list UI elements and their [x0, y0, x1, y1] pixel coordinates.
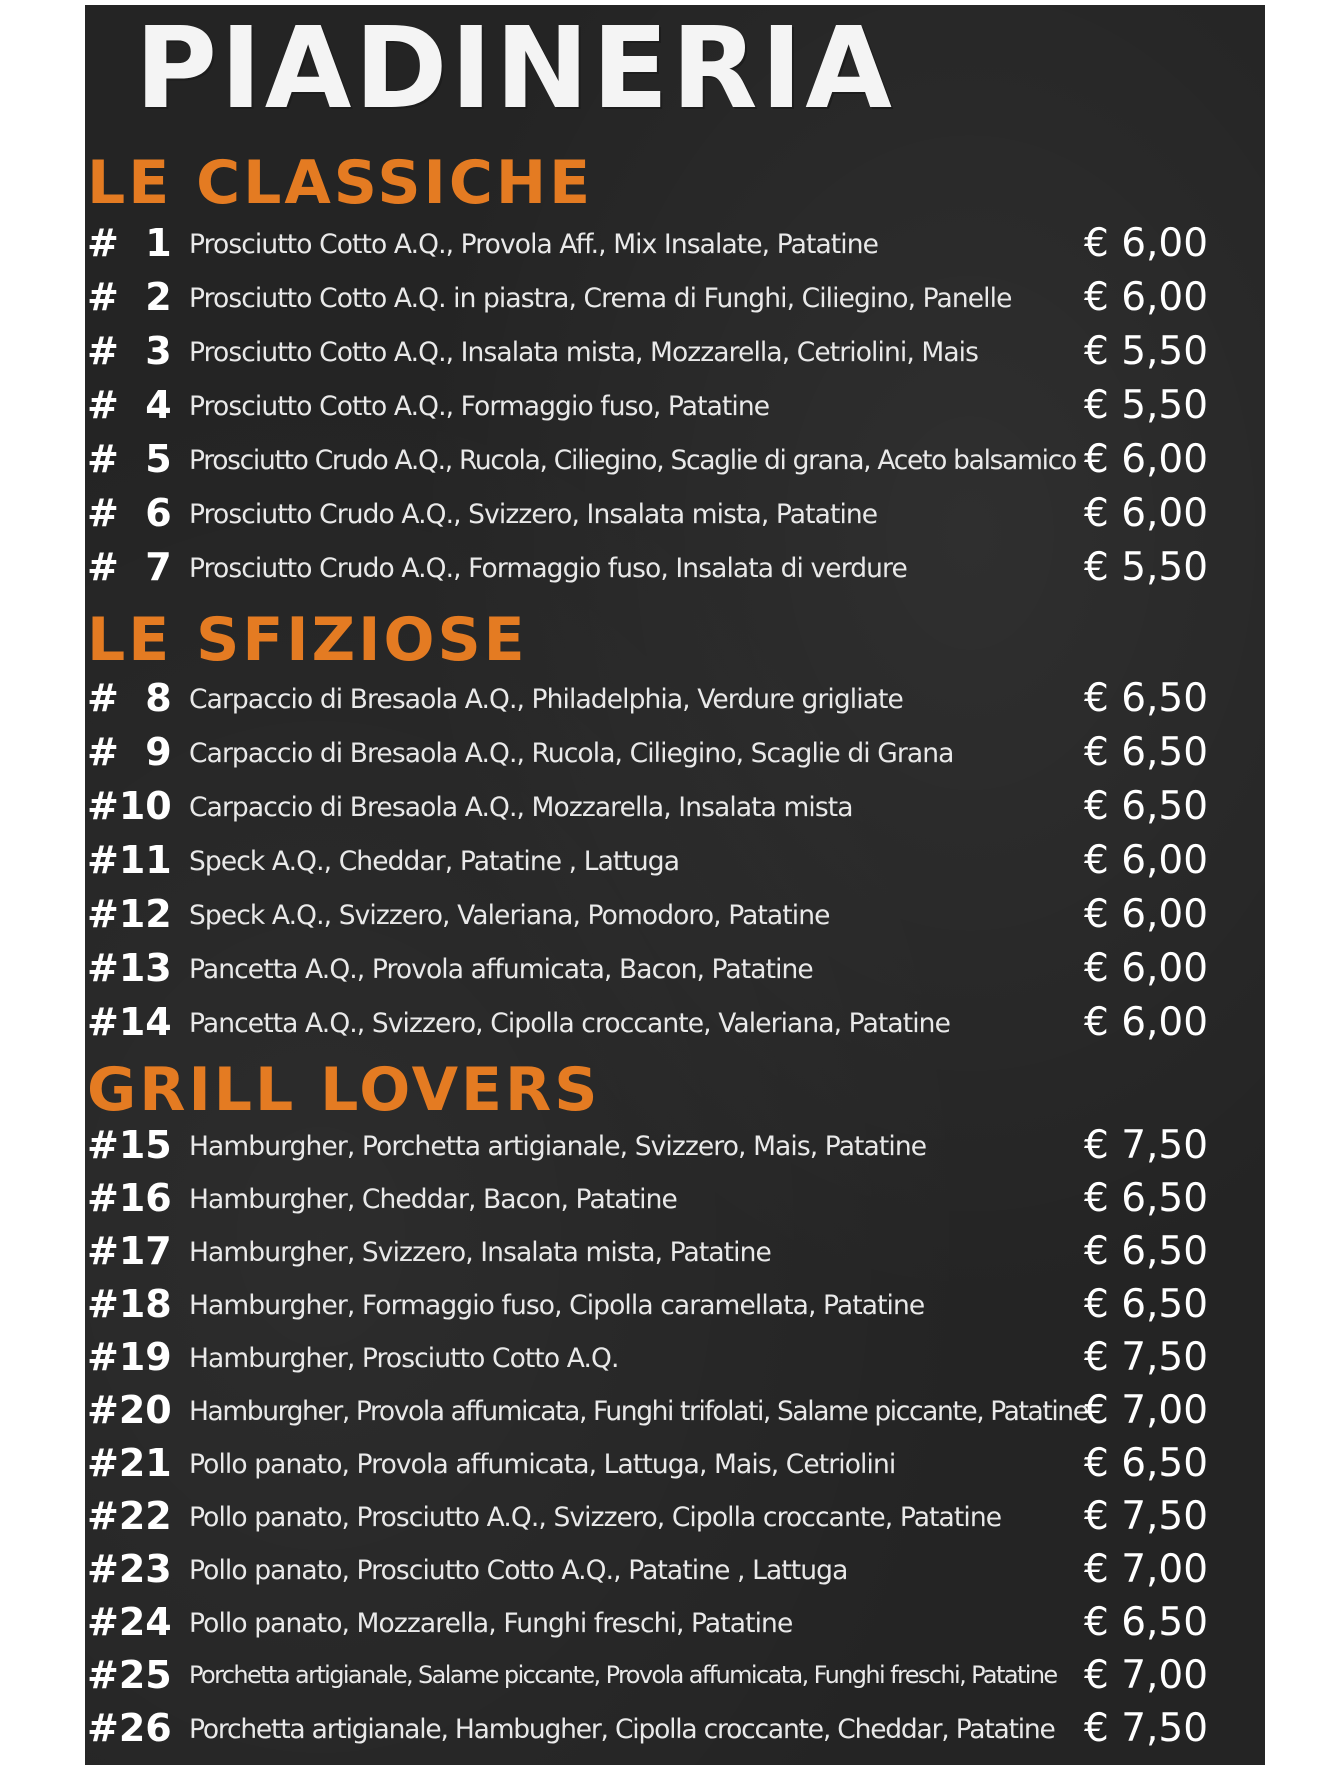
- item-description: Prosciutto Crudo A.Q., Svizzero, Insalata mista, Patatine: [189, 499, 878, 530]
- item-price: € 6,50: [1084, 1176, 1209, 1221]
- item-price: € 7,00: [1084, 1653, 1209, 1698]
- item-description: Prosciutto Crudo A.Q., Formaggio fuso, Insalata di verdure: [189, 553, 907, 584]
- menu-item: [85, 273, 1265, 327]
- item-description: Hamburgher, Porchetta artigianale, Svizzero, Mais, Patatine: [189, 1131, 927, 1162]
- menu-item: [85, 674, 1265, 728]
- item-number: # 4: [87, 383, 172, 427]
- item-number: #11: [87, 838, 172, 882]
- menu-item: [85, 1386, 1265, 1440]
- item-description: Speck A.Q., Svizzero, Valeriana, Pomodoro, Patatine: [189, 900, 830, 931]
- item-description: Prosciutto Cotto A.Q., Insalata mista, Mozzarella, Cetriolini, Mais: [189, 337, 979, 368]
- item-price: € 6,50: [1084, 1282, 1209, 1327]
- item-description: Pollo panato, Prosciutto Cotto A.Q., Patatine , Lattuga: [189, 1555, 848, 1586]
- item-price: € 6,50: [1084, 784, 1209, 829]
- item-description: Hamburgher, Prosciutto Cotto A.Q.: [189, 1343, 619, 1374]
- item-number: #23: [87, 1547, 172, 1591]
- menu-title: PIADINERIA: [135, 5, 895, 134]
- item-price: € 7,00: [1084, 1547, 1209, 1592]
- item-price: € 6,50: [1084, 730, 1209, 775]
- item-price: € 6,50: [1084, 1229, 1209, 1274]
- item-price: € 6,50: [1084, 1441, 1209, 1486]
- menu-item: [85, 782, 1265, 836]
- item-price: € 6,00: [1084, 491, 1209, 536]
- item-number: #26: [87, 1706, 172, 1750]
- item-number: #19: [87, 1335, 172, 1379]
- menu-item: [85, 890, 1265, 944]
- menu-item: [85, 1651, 1265, 1705]
- item-price: € 6,00: [1084, 892, 1209, 937]
- item-price: € 5,50: [1084, 329, 1209, 374]
- item-description: Pollo panato, Mozzarella, Funghi freschi, Patatine: [189, 1608, 793, 1639]
- item-number: # 1: [87, 221, 172, 265]
- menu-item: [85, 998, 1265, 1052]
- item-number: #25: [87, 1653, 172, 1697]
- menu-item: [85, 836, 1265, 890]
- item-description: Hamburgher, Cheddar, Bacon, Patatine: [189, 1184, 677, 1215]
- item-number: #10: [87, 784, 172, 828]
- item-price: € 7,50: [1084, 1706, 1209, 1751]
- menu-item: [85, 1174, 1265, 1228]
- item-description: Carpaccio di Bresaola A.Q., Mozzarella, Insalata mista: [189, 792, 853, 823]
- item-description: Prosciutto Cotto A.Q., Provola Aff., Mix Insalate, Patatine: [189, 229, 879, 260]
- item-number: #16: [87, 1176, 172, 1220]
- section-title-le-classiche: LE CLASSICHE: [87, 148, 594, 218]
- item-description: Porchetta artigianale, Hambugher, Cipolla croccante, Cheddar, Patatine: [189, 1714, 1055, 1745]
- item-number: #18: [87, 1282, 172, 1326]
- item-description: Hamburgher, Formaggio fuso, Cipolla caramellata, Patatine: [189, 1290, 925, 1321]
- item-description: Hamburgher, Svizzero, Insalata mista, Patatine: [189, 1237, 771, 1268]
- menu-item: [85, 1280, 1265, 1334]
- item-number: # 7: [87, 545, 172, 589]
- item-description: Prosciutto Cotto A.Q., Formaggio fuso, Patatine: [189, 391, 770, 422]
- item-description: Hamburgher, Provola affumicata, Funghi trifolati, Salame piccante, Patatine: [189, 1396, 1088, 1427]
- item-price: € 7,50: [1084, 1123, 1209, 1168]
- item-description: Pancetta A.Q., Svizzero, Cipolla croccante, Valeriana, Patatine: [189, 1008, 950, 1039]
- menu-item: [85, 1439, 1265, 1493]
- item-number: #20: [87, 1388, 172, 1432]
- item-price: € 6,00: [1084, 437, 1209, 482]
- item-number: #21: [87, 1441, 172, 1485]
- menu-item: [85, 1598, 1265, 1652]
- item-price: € 5,50: [1084, 545, 1209, 590]
- item-price: € 6,00: [1084, 275, 1209, 320]
- item-price: € 7,50: [1084, 1335, 1209, 1380]
- item-description: Prosciutto Crudo A.Q., Rucola, Ciliegino, Scaglie di grana, Aceto balsamico: [189, 445, 1076, 476]
- menu-item: [85, 728, 1265, 782]
- item-number: # 5: [87, 437, 172, 481]
- item-price: € 7,00: [1084, 1388, 1209, 1433]
- item-price: € 5,50: [1084, 383, 1209, 428]
- item-number: #22: [87, 1494, 172, 1538]
- item-price: € 6,00: [1084, 221, 1209, 266]
- menu-item: [85, 1492, 1265, 1546]
- item-number: #15: [87, 1123, 172, 1167]
- item-number: # 2: [87, 275, 172, 319]
- item-price: € 6,00: [1084, 946, 1209, 991]
- menu-item: [85, 489, 1265, 543]
- item-price: € 6,50: [1084, 1600, 1209, 1645]
- item-price: € 6,00: [1084, 838, 1209, 883]
- item-number: # 9: [87, 730, 172, 774]
- menu-item: [85, 1545, 1265, 1599]
- item-number: #12: [87, 892, 172, 936]
- item-number: # 8: [87, 676, 172, 720]
- item-price: € 7,50: [1084, 1494, 1209, 1539]
- menu-item: [85, 1333, 1265, 1387]
- item-number: #13: [87, 946, 172, 990]
- item-description: Carpaccio di Bresaola A.Q., Philadelphia, Verdure grigliate: [189, 684, 903, 715]
- section-title-grill-lovers: GRILL LOVERS: [87, 1055, 601, 1125]
- item-description: Pancetta A.Q., Provola affumicata, Bacon, Patatine: [189, 954, 813, 985]
- menu-item: [85, 435, 1265, 489]
- item-number: #14: [87, 1000, 172, 1044]
- item-number: #24: [87, 1600, 172, 1644]
- item-description: Pollo panato, Provola affumicata, Lattuga, Mais, Cetriolini: [189, 1449, 896, 1480]
- item-price: € 6,50: [1084, 676, 1209, 721]
- item-number: # 6: [87, 491, 172, 535]
- menu-item: [85, 543, 1265, 597]
- item-description: Pollo panato, Prosciutto A.Q., Svizzero, Cipolla croccante, Patatine: [189, 1502, 1002, 1533]
- menu-item: [85, 1227, 1265, 1281]
- section-title-le-sfiziose: LE SFIZIOSE: [87, 605, 528, 675]
- menu-item: [85, 1704, 1265, 1758]
- menu-board: [85, 5, 1265, 1765]
- item-description: Prosciutto Cotto A.Q. in piastra, Crema di Funghi, Ciliegino, Panelle: [189, 283, 1012, 314]
- menu-item: [85, 944, 1265, 998]
- item-number: # 3: [87, 329, 172, 373]
- item-description: Porchetta artigianale, Salame piccante, Provola affumicata, Funghi freschi, Patatine: [189, 1661, 1057, 1689]
- menu-item: [85, 219, 1265, 273]
- menu-item: [85, 381, 1265, 435]
- item-description: Carpaccio di Bresaola A.Q., Rucola, Ciliegino, Scaglie di Grana: [189, 738, 954, 769]
- menu-item: [85, 1121, 1265, 1175]
- item-price: € 6,00: [1084, 1000, 1209, 1045]
- item-description: Speck A.Q., Cheddar, Patatine , Lattuga: [189, 846, 680, 877]
- menu-item: [85, 327, 1265, 381]
- item-number: #17: [87, 1229, 172, 1273]
